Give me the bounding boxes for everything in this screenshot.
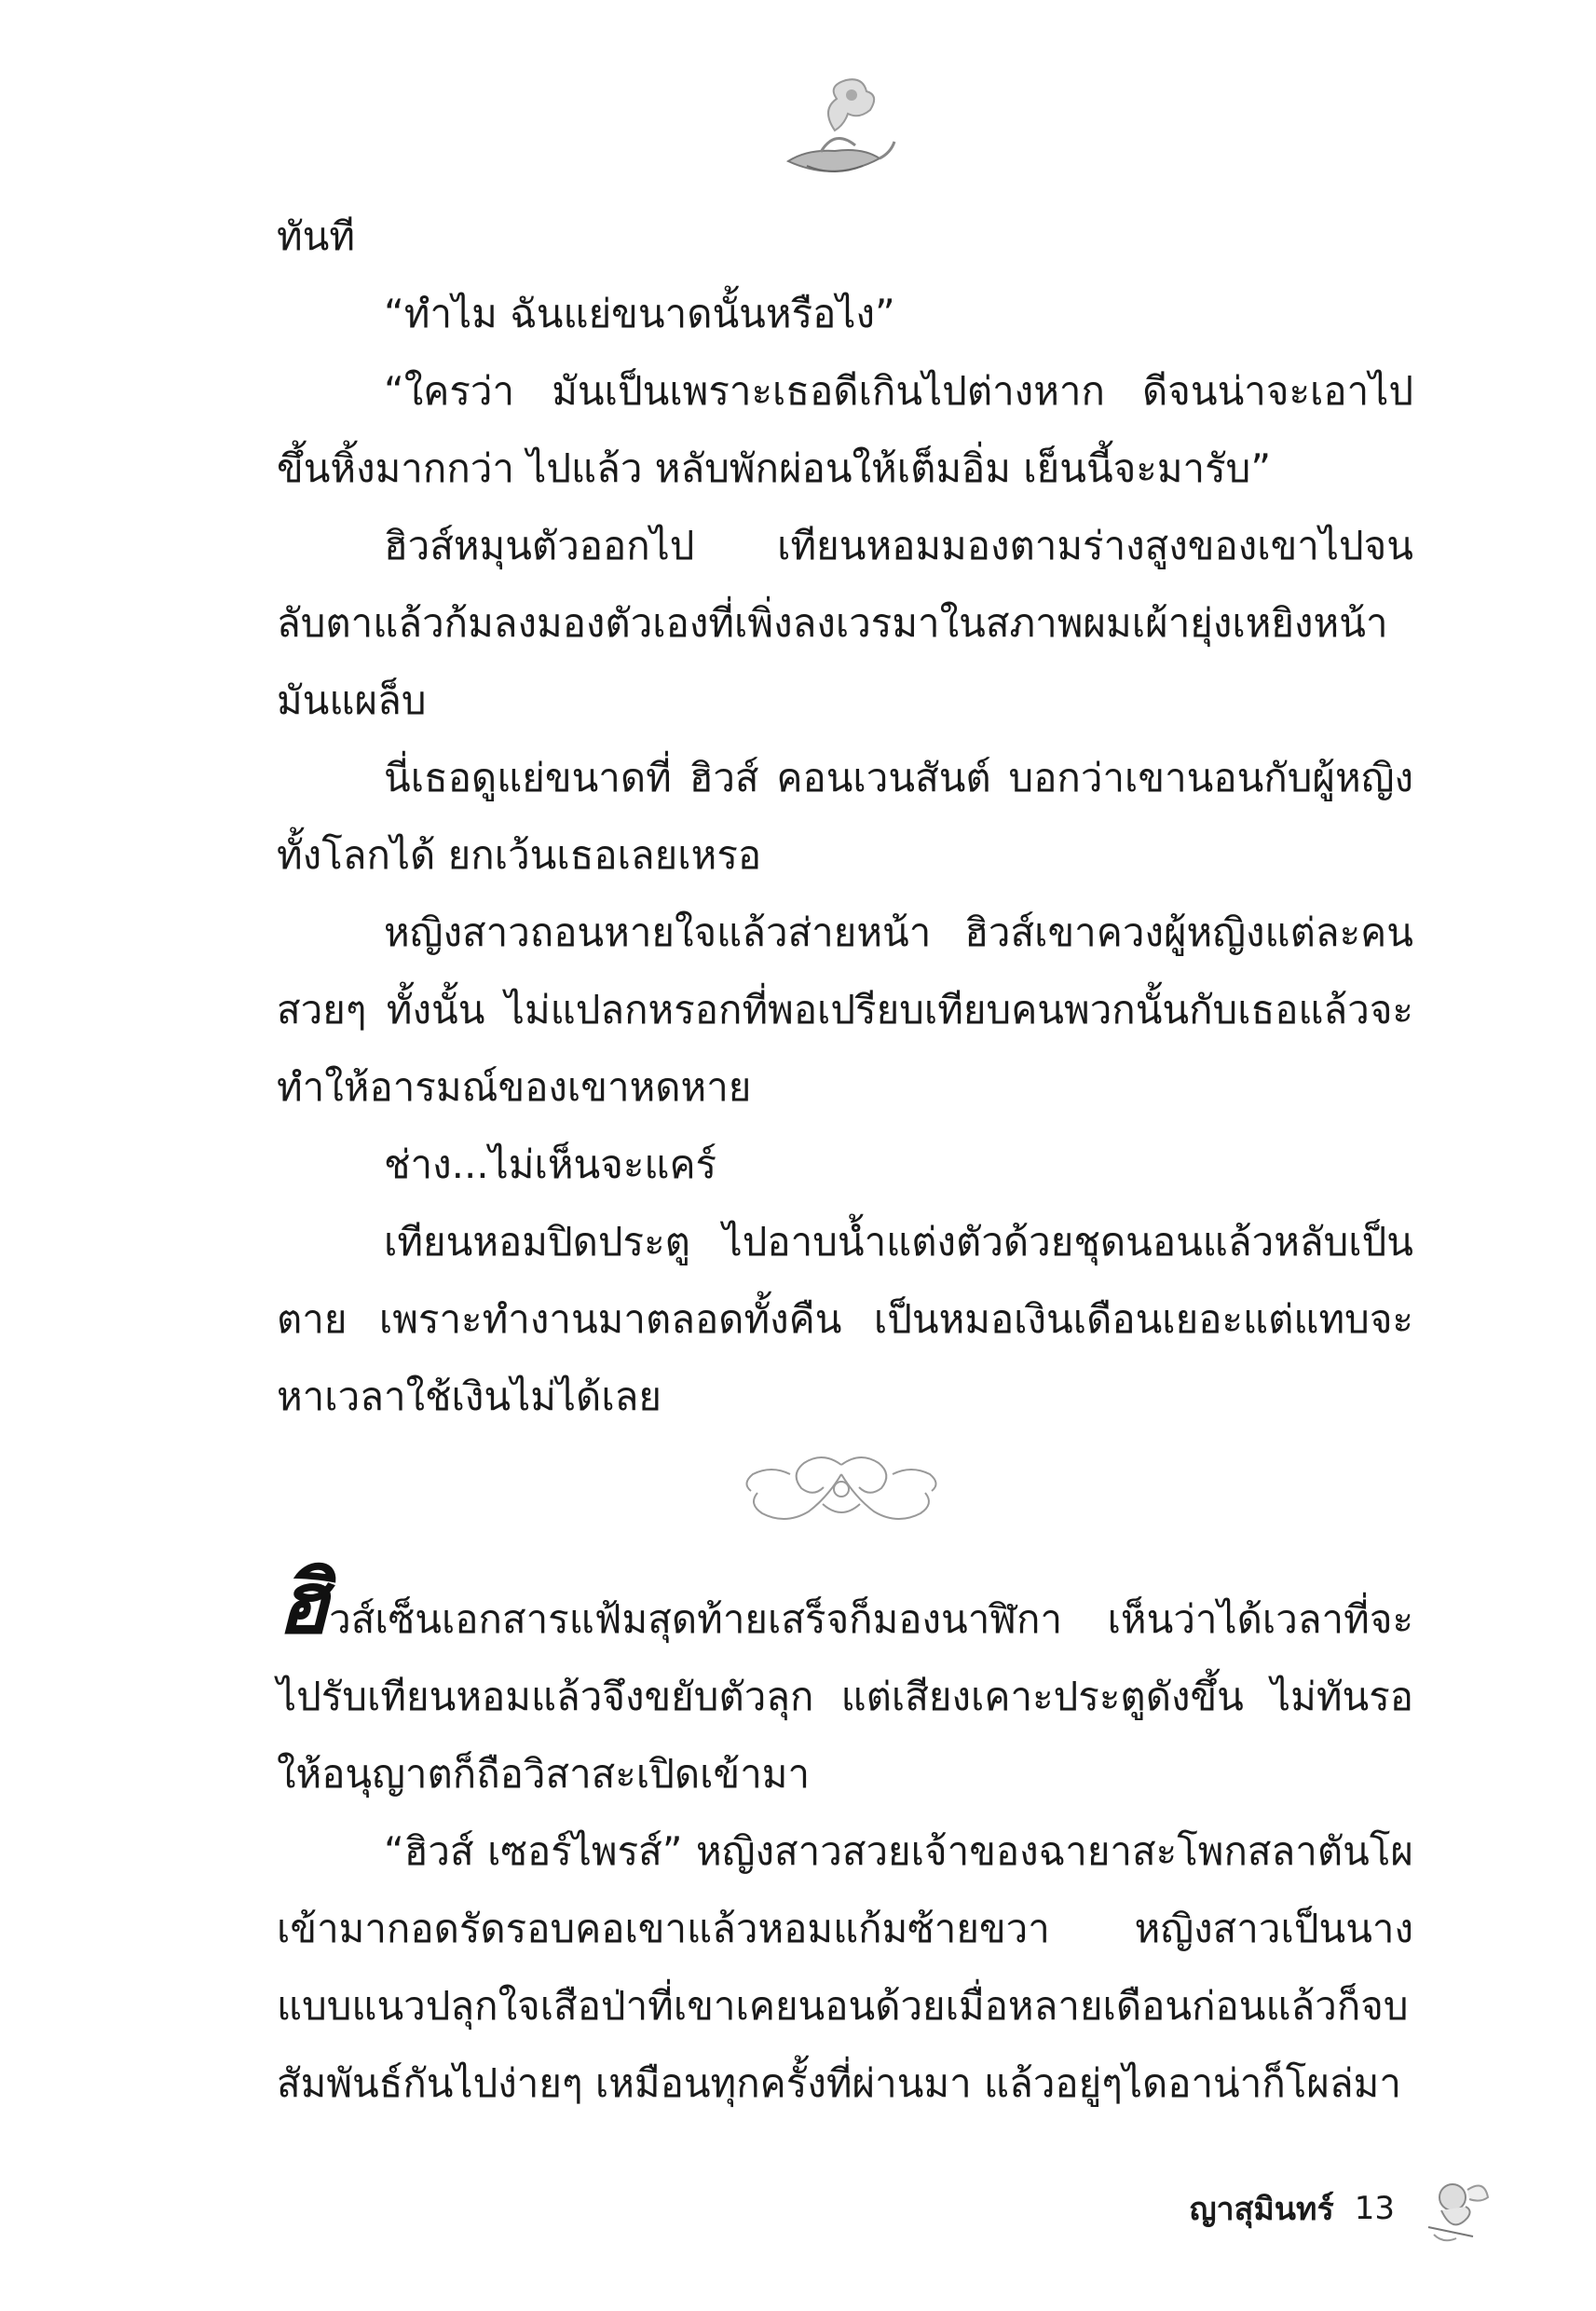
cupid-icon <box>1415 2169 1494 2248</box>
section-two <box>277 1553 1413 2122</box>
paragraph: หญิงสาวถอนหายใจแล้วส่ายหน้า ฮิวส์เขาควงผู้หญิงแต่ละคนสวยๆ ทั้งนั้น ไม่แปลกหรอกที่พอเปรียบเทียบคนพวกนั้นกับเธอแล้วจะทำให้อารมณ์ของเขาหดหาย <box>277 909 1413 1110</box>
floral-divider-icon <box>734 1446 948 1532</box>
paragraph: “ทำไม ฉันแย่ขนาดนั้นหรือไง” <box>384 291 895 336</box>
page-number: 13 <box>1354 2190 1395 2227</box>
paragraph: ฮิวส์หมุนตัวออกไป เทียนหอมมองตามร่างสูงของเขาไปจนลับตาแล้วก้มลงมองตัวเองที่เพิ่งลงเวรมาในสภาพผมเผ้ายุ่งเหยิงหน้ามันแผล็บ <box>277 523 1413 723</box>
paragraph: “ใครว่า มันเป็นเพราะเธอดีเกินไปต่างหาก ดีจนน่าจะเอาไปขึ้นหิ้งมากกว่า ไปแล้ว หลับพักผ่อนให้เต็มอิ่ม เย็นนี้จะมารับ” <box>277 368 1413 491</box>
paragraph: เทียนหอมปิดประตู ไปอาบน้ำแต่งตัวด้วยชุดนอนแล้วหลับเป็นตาย เพราะทำงานมาตลอดทั้งคืน เป็นหมอเงินเดือนเยอะแต่แทบจะหาเวลาใช้เงินไม่ได้เลย <box>277 1219 1413 1419</box>
section-two-first-text: วส์เซ็นเอกสารแฟ้มสุดท้ายเสร็จก็มองนาฬิกา เห็นว่าได้เวลาที่จะไปรับเทียนหอมแล้วจึงขยับตัวลุก แต่เสียงเคาะประตูดังขึ้น ไม่ทันรอให้อนุญาตก็ถือวิสาสะเปิดเข้ามา <box>277 1596 1413 1797</box>
drop-cap: ฮิ <box>277 1553 330 1653</box>
section-two-first-paragraph <box>277 1553 1413 1812</box>
genie-lamp-icon <box>770 73 900 185</box>
section-one <box>277 198 1413 1435</box>
paragraph: “ฮิวส์ เซอร์ไพรส์” หญิงสาวสวยเจ้าของฉายาสะโพกสลาตันโผเข้ามากอดรัดรอบคอเขาแล้วหอมแก้มซ้ายขวา หญิงสาวเป็นนางแบบแนวปลุกใจเสือป่าที่เขาเคยนอนด้วยเมื่อหลายเดือนก่อนแล้วก็จบสัมพันธ์กันไปง่ายๆ เหมือนทุกครั้งที่ผ่านมา แล้วอยู่ๆไดอาน่าก็โผล่มา <box>277 1828 1413 2106</box>
paragraph: ช่าง...ไม่เห็นจะแคร์ <box>384 1142 717 1187</box>
paragraph: ทันที <box>277 213 356 259</box>
author-name: ญาสุมินทร์ <box>1189 2191 1334 2228</box>
page-footer <box>1190 2169 1494 2248</box>
paragraph: นี่เธอดูแย่ขนาดที่ ฮิวส์ คอนเวนสันต์ บอกว่าเขานอนกับผู้หญิงทั้งโลกได้ ยกเว้นเธอเลยเหรอ <box>277 755 1413 878</box>
